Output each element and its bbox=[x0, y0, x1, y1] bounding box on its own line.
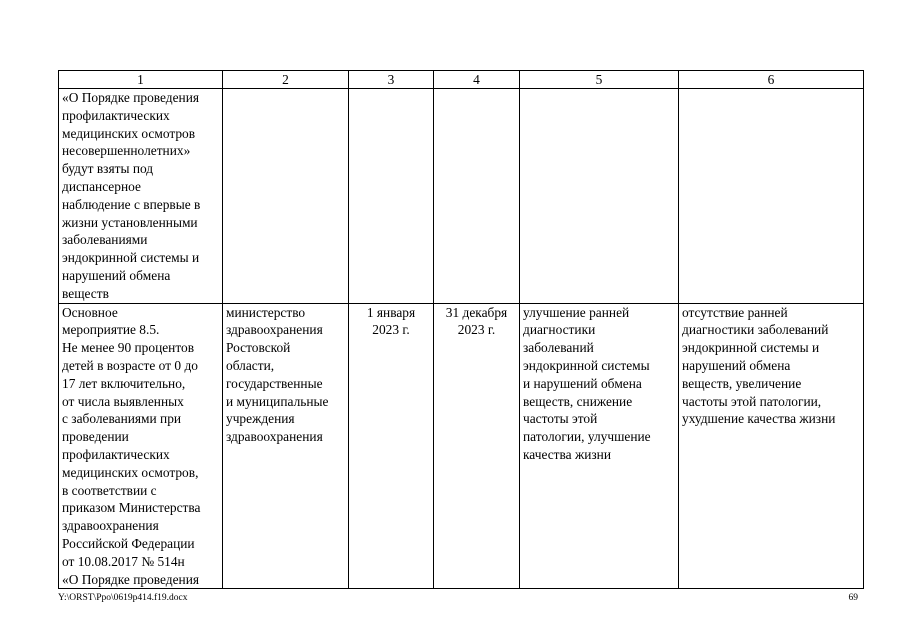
column-number-1: 1 bbox=[59, 71, 223, 89]
end-date-cell: 31 декабря 2023 г. bbox=[434, 303, 520, 589]
expected-result-cell bbox=[520, 89, 679, 304]
consequences-cell bbox=[679, 89, 864, 304]
executor-cell: министерство здравоохранения Ростовской области, государственные и муниципальные учреждения здравоохранения bbox=[223, 303, 349, 589]
start-date-cell bbox=[349, 89, 434, 304]
start-date-cell: 1 января 2023 г. bbox=[349, 303, 434, 589]
column-number-5: 5 bbox=[520, 71, 679, 89]
table-row bbox=[59, 89, 864, 304]
column-number-3: 3 bbox=[349, 71, 434, 89]
footer-file-path: Y:\ORST\Ppo\0619p414.f19.docx bbox=[58, 593, 188, 603]
consequences-cell: отсутствие ранней диагностики заболеваний эндокринной системы и нарушений обмена веществ, увеличение частоты этой патологии, ухудшение качества жизни bbox=[679, 303, 864, 589]
end-date-cell bbox=[434, 89, 520, 304]
expected-result-cell: улучшение ранней диагностики заболеваний эндокринной системы и нарушений обмена веществ, снижение частоты этой патологии, улучшение качества жизни bbox=[520, 303, 679, 589]
table-row bbox=[59, 303, 864, 589]
page-number: 69 bbox=[848, 593, 858, 603]
column-number-4: 4 bbox=[434, 71, 520, 89]
measure-description-cell: «О Порядке проведения профилактических медицинских осмотров несовершеннолетних» будут взяты под диспансерное наблюдение с впервые в жизни установленными заболеваниями эндокринной системы и нарушений обмена веществ bbox=[59, 89, 223, 304]
column-number-2: 2 bbox=[223, 71, 349, 89]
measures-table bbox=[58, 70, 864, 589]
executor-cell bbox=[223, 89, 349, 304]
measure-description-cell: Основное мероприятие 8.5. Не менее 90 процентов детей в возрасте от 0 до 17 лет включительно, от числа выявленных с заболеваниями при проведении профилактических медицинских осмотров, в соответствии с приказом Министерства здравоохранения Российской Федерации от 10.08.2017 № 514н «О Порядке проведения bbox=[59, 303, 223, 589]
column-number-6: 6 bbox=[679, 71, 864, 89]
table-header-row bbox=[59, 71, 864, 89]
